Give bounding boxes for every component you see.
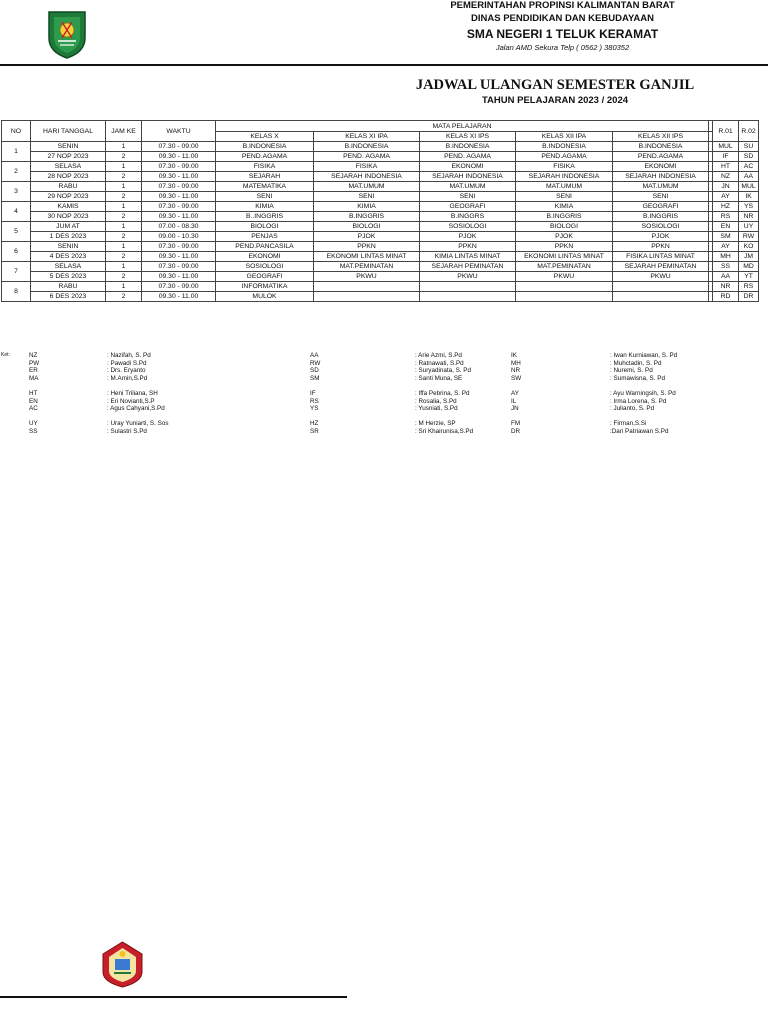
legend-code: HZ: [310, 420, 319, 428]
cell-mapel: MAT.PEMINATAN: [516, 262, 613, 272]
cell-r01: SM: [713, 232, 739, 242]
legend-name: : Muhctadin, S. Pd: [610, 359, 662, 367]
legend-code: IL: [511, 397, 517, 405]
cell-waktu: 09.30 - 11.00: [142, 152, 216, 162]
cell-hari-tanggal: SENIN: [31, 142, 106, 152]
cell-mapel: PPKN: [613, 242, 709, 252]
cell-jam-ke: 2: [106, 252, 142, 262]
cell-mapel: MAT.UMUM: [420, 182, 516, 192]
table-row: [2, 262, 759, 272]
school-name: SMA NEGERI 1 TELUK KERAMAT: [466, 27, 659, 41]
cell-hari-tanggal: SENIN: [31, 242, 106, 252]
cell-mapel: B.INDONESIA: [216, 142, 314, 152]
header-no: NO: [2, 121, 31, 142]
cell-mapel: PENJAS: [216, 232, 314, 242]
cell-mapel: [314, 292, 420, 302]
cell-r01: EN: [713, 222, 739, 232]
cell-mapel: KIMIA: [216, 202, 314, 212]
cell-jam-ke: 2: [106, 272, 142, 282]
cell-mapel: SOSIOLOGI: [420, 222, 516, 232]
cell-mapel: PPKN: [516, 242, 613, 252]
legend-code: NR: [511, 367, 521, 375]
cell-jam-ke: 1: [106, 202, 142, 212]
cell-r02: AC: [739, 162, 759, 172]
cell-mapel: KIMIA LINTAS MINAT: [420, 252, 516, 262]
ket-label: Ket:: [1, 352, 10, 358]
cell-jam-ke: 2: [106, 292, 142, 302]
legend-code: SW: [511, 374, 522, 382]
legend-code: AC: [29, 405, 38, 413]
header-kelas: KELAS XI IPS: [420, 132, 516, 142]
cell-mapel: EKONOMI: [420, 162, 516, 172]
cell-mapel: SENI: [216, 192, 314, 202]
letterhead-line1: PEMERINTAHAN PROPINSI KALIMANTAN BARAT: [450, 0, 675, 11]
header-waktu: WAKTU: [142, 121, 216, 142]
cell-mapel: B.INDONESIA: [420, 142, 516, 152]
letterhead-line2: DINAS PENDIDIKAN DAN KEBUDAYAAN: [471, 13, 654, 24]
legend-names: [610, 352, 677, 436]
cell-mapel: B.INGGRIS: [516, 212, 613, 222]
cell-r01: AY: [713, 192, 739, 202]
cell-mapel: PEND.AGAMA: [613, 152, 709, 162]
legend-code: DR: [511, 427, 521, 435]
cell-r01: NR: [713, 282, 739, 292]
document-subtitle: TAHUN PELAJARAN 2023 / 2024: [481, 95, 629, 106]
legend-code: [310, 382, 320, 390]
cell-mapel: PKWU: [420, 272, 516, 282]
legend-name: : Julianto, S. Pd: [610, 405, 655, 413]
header-mata-pelajaran: MATA PELAJARAN: [216, 121, 709, 132]
cell-mapel: SEJARAH INDONESIA: [314, 172, 420, 182]
cell-r01: MUL: [713, 142, 739, 152]
table-row: [2, 142, 759, 152]
cell-mapel: SENI: [420, 192, 516, 202]
cell-r02: RW: [739, 232, 759, 242]
cell-hari-tanggal: 29 NOP 2023: [31, 192, 106, 202]
cell-hari-tanggal: RABU: [31, 182, 106, 192]
cell-mapel: B.INGGRS: [420, 212, 516, 222]
cell-mapel: SOSIOLOGI: [216, 262, 314, 272]
cell-hari-tanggal: 30 NOP 2023: [31, 212, 106, 222]
cell-r02: NR: [739, 212, 759, 222]
cell-mapel: SEJARAH PEMINATAN: [420, 262, 516, 272]
legend-code: HT: [29, 389, 38, 397]
table-row: [2, 172, 759, 182]
school-address: Jalan AMD Sekura Telp ( 0562 ) 380352: [495, 43, 630, 52]
cell-mapel: B.INDONESIA: [613, 142, 709, 152]
table-row: [2, 162, 759, 172]
cell-jam-ke: 2: [106, 152, 142, 162]
cell-mapel: KIMIA: [516, 202, 613, 212]
cell-mapel: EKONOMI LINTAS MINAT: [314, 252, 420, 262]
cell-r02: SD: [739, 152, 759, 162]
province-emblem-icon: [46, 8, 88, 60]
cell-mapel: PEND. AGAMA: [420, 152, 516, 162]
cell-r02: UY: [739, 222, 759, 232]
header-r01: R.01: [713, 121, 739, 142]
table-row: [2, 192, 759, 202]
cell-r02: DR: [739, 292, 759, 302]
legend-name: : Ratnawati, S.Pd: [415, 359, 464, 367]
legend-name: : Arie Azmi, S.Pd: [415, 352, 462, 359]
legend-code: IF: [310, 389, 316, 397]
footer-divider: [0, 996, 347, 998]
legend-name: : Suryadinata, S. Pd: [415, 367, 472, 375]
table-row: [2, 222, 759, 232]
school-emblem-icon: [100, 940, 145, 988]
legend-name: : Sulastri S.Pd: [107, 427, 147, 435]
cell-jam-ke: 1: [106, 162, 142, 172]
legend-code: MA: [29, 374, 39, 382]
cell-waktu: 07.30 - 09.00: [142, 262, 216, 272]
cell-jam-ke: 2: [106, 172, 142, 182]
legend-code: RS: [310, 397, 319, 405]
cell-r01: HZ: [713, 202, 739, 212]
legend-name: : Irma Lorena, S. Pd: [610, 397, 667, 405]
legend-name: : Iffa Pebrina, S. Pd: [415, 389, 470, 397]
cell-mapel: [516, 292, 613, 302]
cell-r01: NZ: [713, 172, 739, 182]
cell-jam-ke: 1: [106, 142, 142, 152]
legend-name: : Nazifah, S. Pd: [107, 352, 151, 359]
cell-mapel: MAT.UMUM: [314, 182, 420, 192]
legend-names: [107, 352, 168, 436]
legend-code: SR: [310, 427, 319, 435]
legend-code: JN: [511, 405, 519, 413]
cell-mapel: [420, 282, 516, 292]
cell-mapel: PJOK: [516, 232, 613, 242]
cell-r02: MUL: [739, 182, 759, 192]
cell-mapel: MULOK: [216, 292, 314, 302]
legend-codes: [310, 352, 320, 436]
cell-mapel: BIOLOGI: [216, 222, 314, 232]
cell-hari-tanggal: JUM AT: [31, 222, 106, 232]
cell-mapel: MAT.PEMINATAN: [314, 262, 420, 272]
cell-hari-tanggal: SELASA: [31, 262, 106, 272]
cell-mapel: MAT.UMUM: [613, 182, 709, 192]
header-kelas: KELAS XI IPA: [314, 132, 420, 142]
cell-r02: RS: [739, 282, 759, 292]
cell-jam-ke: 2: [106, 232, 142, 242]
cell-hari-tanggal: 28 NOP 2023: [31, 172, 106, 182]
legend-code: UY: [29, 420, 38, 428]
legend-code: AY: [511, 389, 519, 397]
cell-mapel: [613, 282, 709, 292]
cell-mapel: BIOLOGI: [516, 222, 613, 232]
cell-jam-ke: 1: [106, 282, 142, 292]
cell-mapel: B.INGGRIS: [314, 212, 420, 222]
cell-mapel: SOSIOLOGI: [613, 222, 709, 232]
cell-mapel: B.INDONESIA: [314, 142, 420, 152]
legend-name: : Iwan Kurniawan, S. Pd: [610, 352, 678, 359]
cell-mapel: GEOGRAFI: [613, 202, 709, 212]
cell-mapel: [516, 282, 613, 292]
legend-name: : Uray Yuniarti, S. Sos: [107, 420, 169, 428]
document-title: JADWAL ULANGAN SEMESTER GANJIL: [415, 77, 695, 93]
legend-code: [29, 382, 39, 390]
cell-jam-ke: 1: [106, 242, 142, 252]
cell-mapel: PEND.AGAMA: [516, 152, 613, 162]
cell-mapel: B.INDONESIA: [516, 142, 613, 152]
cell-mapel: GEOGRAFI: [420, 202, 516, 212]
legend-codes: [29, 352, 39, 436]
table-row: [2, 252, 759, 262]
cell-r02: IK: [739, 192, 759, 202]
cell-waktu: 07.30 - 09.00: [142, 282, 216, 292]
legend-name: : Eri Novianti,S.P: [107, 397, 155, 405]
cell-mapel: PKWU: [516, 272, 613, 282]
cell-mapel: PPKN: [314, 242, 420, 252]
cell-waktu: 09.30 - 11.00: [142, 212, 216, 222]
legend-name: : M.Amin,S.Pd: [107, 374, 148, 382]
cell-waktu: 07.00 - 08.30: [142, 222, 216, 232]
cell-no: 3: [2, 182, 31, 202]
cell-no: 8: [2, 282, 31, 302]
cell-jam-ke: 2: [106, 192, 142, 202]
legend-name: : Ayu Warningsih, S. Pd: [610, 389, 676, 397]
cell-mapel: SENI: [516, 192, 613, 202]
cell-r02: YS: [739, 202, 759, 212]
legend-name: [610, 413, 677, 421]
table-row: [2, 232, 759, 242]
table-row: [2, 242, 759, 252]
legend-code: IK: [511, 352, 517, 359]
cell-mapel: EKONOMI LINTAS MINAT: [516, 252, 613, 262]
cell-mapel: PKWU: [314, 272, 420, 282]
legend-code: NZ: [29, 352, 38, 359]
cell-mapel: KIMIA: [314, 202, 420, 212]
legend-code: ER: [29, 367, 38, 375]
header-hari-tanggal: HARI TANGGAL: [31, 121, 106, 142]
cell-waktu: 09.30 - 11.00: [142, 172, 216, 182]
table-row: [2, 282, 759, 292]
cell-waktu: 07.30 - 09.00: [142, 182, 216, 192]
cell-r01: JN: [713, 182, 739, 192]
cell-r01: RD: [713, 292, 739, 302]
legend-name: : Nuremi, S. Pd: [610, 367, 653, 375]
legend-name: : Drs. Eryanto: [107, 367, 146, 375]
cell-hari-tanggal: 27 NOP 2023: [31, 152, 106, 162]
legend-name: [107, 413, 168, 421]
cell-r01: HT: [713, 162, 739, 172]
cell-r02: KO: [739, 242, 759, 252]
legend-name: [107, 382, 168, 390]
table-row: [2, 292, 759, 302]
legend-name: [415, 382, 473, 390]
cell-jam-ke: 1: [106, 222, 142, 232]
cell-mapel: SENI: [314, 192, 420, 202]
exam-schedule-table: [1, 120, 759, 302]
cell-mapel: SEJARAH INDONESIA: [516, 172, 613, 182]
cell-r02: YT: [739, 272, 759, 282]
table-row: [2, 272, 759, 282]
cell-mapel: [613, 292, 709, 302]
cell-mapel: FISIKA: [314, 162, 420, 172]
header-kelas: KELAS X: [216, 132, 314, 142]
letterhead-divider: [0, 64, 768, 66]
cell-waktu: 09.30 - 11.00: [142, 292, 216, 302]
cell-mapel: PEND.PANCASILA: [216, 242, 314, 252]
cell-mapel: BIOLOGI: [314, 222, 420, 232]
cell-mapel: PEND.AGAMA: [216, 152, 314, 162]
table-row: [2, 182, 759, 192]
legend-code: AA: [310, 352, 319, 359]
cell-hari-tanggal: SELASA: [31, 162, 106, 172]
cell-waktu: 07.30 - 09.00: [142, 202, 216, 212]
cell-mapel: [314, 282, 420, 292]
cell-waktu: 07.30 - 09.00: [142, 142, 216, 152]
cell-mapel: FISIKA LINTAS MINAT: [613, 252, 709, 262]
legend-code: [511, 413, 521, 421]
cell-r01: AY: [713, 242, 739, 252]
header-kelas: KELAS XII IPS: [613, 132, 709, 142]
legend-code: [29, 413, 39, 421]
cell-mapel: SENI: [613, 192, 709, 202]
legend-code: EN: [29, 397, 38, 405]
legend-names: [415, 352, 473, 436]
cell-r02: JM: [739, 252, 759, 262]
cell-mapel: FISIKA: [516, 162, 613, 172]
header-jam-ke: JAM KE: [106, 121, 142, 142]
cell-mapel: EKONOMI: [216, 252, 314, 262]
cell-hari-tanggal: 5 DES 2023: [31, 272, 106, 282]
cell-waktu: 09.30 - 11.00: [142, 192, 216, 202]
cell-waktu: 07.30 - 09.00: [142, 162, 216, 172]
cell-no: 2: [2, 162, 31, 182]
legend-name: : Santi Muna, SE: [415, 374, 463, 382]
cell-r02: AA: [739, 172, 759, 182]
table-row: [2, 212, 759, 222]
cell-mapel: MAT.UMUM: [516, 182, 613, 192]
cell-mapel: PEND. AGAMA: [314, 152, 420, 162]
cell-hari-tanggal: 6 DES 2023: [31, 292, 106, 302]
legend-code: PW: [29, 359, 40, 367]
cell-hari-tanggal: KAMIS: [31, 202, 106, 212]
cell-r01: MH: [713, 252, 739, 262]
legend-code: [310, 413, 320, 421]
cell-mapel: PJOK: [314, 232, 420, 242]
cell-r02: MD: [739, 262, 759, 272]
letterhead: [400, 0, 725, 54]
cell-jam-ke: 1: [106, 262, 142, 272]
cell-no: 6: [2, 242, 31, 262]
legend-name: :Dari Patriawan S.Pd: [610, 427, 669, 435]
cell-waktu: 09.30 - 11.00: [142, 252, 216, 262]
legend-codes: [511, 352, 521, 436]
cell-mapel: [420, 292, 516, 302]
cell-mapel: SEJARAH INDONESIA: [420, 172, 516, 182]
legend-name: : Sri Khairunisa,S.Pd: [415, 427, 474, 435]
cell-r01: RS: [713, 212, 739, 222]
legend-code: [511, 382, 521, 390]
cell-mapel: B.INGGRIS: [613, 212, 709, 222]
cell-mapel: MATEMATIKA: [216, 182, 314, 192]
cell-mapel: B..INGGRIS: [216, 212, 314, 222]
legend-name: : Agus Cahyani,S.Pd: [107, 405, 165, 413]
cell-mapel: PJOK: [613, 232, 709, 242]
header-r02: R.02: [739, 121, 759, 142]
cell-waktu: 09.30 - 11.00: [142, 272, 216, 282]
cell-r01: IF: [713, 152, 739, 162]
cell-hari-tanggal: 4 DES 2023: [31, 252, 106, 262]
legend-name: : M Herzie, SP: [415, 420, 456, 428]
cell-waktu: 09.00 - 10.30: [142, 232, 216, 242]
cell-r01: AA: [713, 272, 739, 282]
cell-mapel: PJOK: [420, 232, 516, 242]
cell-mapel: SEJARAH PEMINATAN: [613, 262, 709, 272]
legend-name: : Yusniati, S.Pd: [415, 405, 458, 413]
table-row: [2, 202, 759, 212]
cell-r01: SS: [713, 262, 739, 272]
legend-name: : Rosalia, S.Pd: [415, 397, 457, 405]
cell-mapel: SEJARAH: [216, 172, 314, 182]
cell-mapel: SEJARAH INDONESIA: [613, 172, 709, 182]
legend-code: YS: [310, 405, 319, 413]
cell-mapel: EKONOMI: [613, 162, 709, 172]
legend-code: SS: [29, 427, 38, 435]
cell-mapel: INFORMATIKA: [216, 282, 314, 292]
legend-name: : Firman,S.Si: [610, 420, 647, 428]
legend-name: : Heni Triliana, SH: [107, 389, 158, 397]
legend-code: RW: [310, 359, 321, 367]
cell-hari-tanggal: 1 DES 2023: [31, 232, 106, 242]
legend-code: FM: [511, 420, 521, 428]
legend-name: [610, 382, 677, 390]
cell-no: 5: [2, 222, 31, 242]
legend-code: SM: [310, 374, 320, 382]
cell-no: 7: [2, 262, 31, 282]
legend-name: : Pawadi S.Pd: [107, 359, 147, 367]
legend-code: MH: [511, 359, 521, 367]
cell-no: 4: [2, 202, 31, 222]
cell-mapel: FISIKA: [216, 162, 314, 172]
legend-name: [415, 413, 473, 421]
cell-jam-ke: 2: [106, 212, 142, 222]
cell-mapel: PKWU: [613, 272, 709, 282]
cell-r02: SU: [739, 142, 759, 152]
table-row: [2, 152, 759, 162]
cell-mapel: GEOGRAFI: [216, 272, 314, 282]
cell-jam-ke: 1: [106, 182, 142, 192]
cell-hari-tanggal: RABU: [31, 282, 106, 292]
legend-name: : Sumawisna, S. Pd: [610, 374, 665, 382]
legend-code: SD: [310, 367, 319, 375]
cell-no: 1: [2, 142, 31, 162]
header-kelas: KELAS XII IPA: [516, 132, 613, 142]
cell-mapel: PPKN: [420, 242, 516, 252]
cell-waktu: 07.30 - 09.00: [142, 242, 216, 252]
